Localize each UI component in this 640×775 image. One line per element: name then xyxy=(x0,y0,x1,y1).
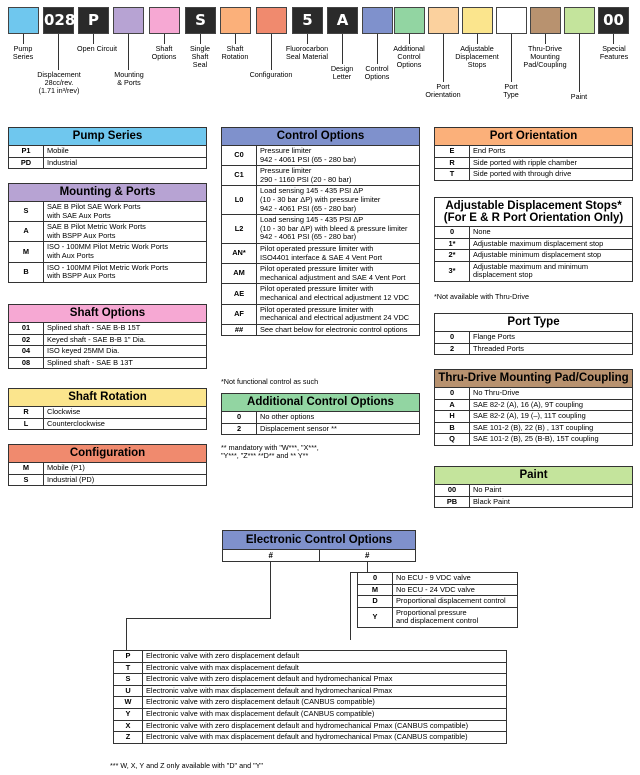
option-description: SAE 101-2 (B), 22 (B) , 13T coupling xyxy=(473,422,594,432)
code-box-adjustable xyxy=(462,7,493,34)
option-code: 08 xyxy=(9,358,44,369)
table-row xyxy=(435,169,632,180)
thru-drive-title: Thru-Drive Mounting Pad/Coupling xyxy=(435,370,632,388)
option-code: 0 xyxy=(358,573,393,584)
option-code: C0 xyxy=(222,146,257,165)
option-description: Electronic valve with zero displacement default and hydromechanical Pmax xyxy=(146,674,393,684)
option-description: Threaded Ports xyxy=(473,343,524,353)
table-row xyxy=(222,215,419,244)
label-adjustable-stops: Adjustable Displacement Stops xyxy=(455,44,499,69)
option-code: 00 xyxy=(435,485,470,496)
option-description: Pilot operated pressure limiter with mechanical adjustment and SAE 4 Vent Port xyxy=(260,264,406,282)
option-code: D xyxy=(358,596,393,607)
option-code: 1* xyxy=(435,239,470,250)
option-description: ISO keyed 25MM Dia. xyxy=(47,346,120,356)
option-description: SAE 82-2 (A), 19 (–), 11T coupling xyxy=(473,411,586,421)
code-box-pump-series xyxy=(8,7,39,34)
electronic-note: *** W, X, Y and Z only available with "D" and "Y" xyxy=(110,761,263,770)
option-description: None xyxy=(473,227,491,236)
option-code: X xyxy=(114,721,143,732)
option-description: Side ported with ripple chamber xyxy=(473,157,577,167)
code-box-seal: 5 xyxy=(292,7,323,34)
option-code: PB xyxy=(435,497,470,508)
option-description: Pressure limiter 942 - 4061 PSI (65 - 280 bar) xyxy=(260,146,357,164)
option-description: Counterclockwise xyxy=(47,418,105,428)
table-row xyxy=(222,186,419,215)
option-code: ## xyxy=(222,325,257,336)
option-code: S xyxy=(114,674,143,685)
option-description: Pilot operated pressure limiter with ISO4401 interface & SAE 4 Vent Port xyxy=(260,243,383,262)
option-code: PD xyxy=(9,158,44,169)
code-box-control xyxy=(362,7,393,34)
table-row xyxy=(9,419,206,430)
option-description: SAE B Pilot SAE Work Ports with SAE Aux Ports xyxy=(47,202,141,220)
table-row xyxy=(114,674,506,686)
code-box-shaft-rotation xyxy=(220,7,251,34)
option-code: P xyxy=(114,651,143,662)
control-options-note: *Not functional control as such xyxy=(221,377,319,386)
option-description: No other options xyxy=(260,412,315,421)
port-orientation-title: Port Orientation xyxy=(435,128,632,146)
additional-control-table xyxy=(221,393,420,435)
table-row xyxy=(114,709,506,721)
port-orientation-table xyxy=(434,127,633,181)
table-row xyxy=(358,596,517,608)
option-code: Y xyxy=(114,709,143,720)
paint-table xyxy=(434,466,633,508)
table-row xyxy=(9,202,206,222)
option-code: M xyxy=(9,242,44,261)
label-pump-series: Pump Series xyxy=(12,44,34,61)
label-additional-control: Additional Control Options xyxy=(393,44,425,69)
electronic-left-table xyxy=(113,650,507,744)
option-code: 0 xyxy=(435,388,470,399)
option-code: 0 xyxy=(435,332,470,343)
table-row xyxy=(9,146,206,158)
table-row xyxy=(114,732,506,743)
label-thru-drive: Thru-Drive Mounting Pad/Coupling xyxy=(523,44,567,69)
table-row xyxy=(435,388,632,400)
option-code: L0 xyxy=(222,186,257,214)
table-row xyxy=(435,239,632,251)
option-code: S xyxy=(9,202,44,221)
mounting-title: Mounting & Ports xyxy=(9,184,206,202)
table-row xyxy=(222,166,419,186)
code-box-special: 00 xyxy=(598,7,629,34)
option-description: Splined shaft - SAE B-B 15T xyxy=(47,323,141,332)
mounting-ports-table xyxy=(8,183,207,283)
option-code: 0 xyxy=(222,412,257,423)
table-row xyxy=(222,146,419,166)
table-row xyxy=(9,407,206,419)
option-description: Clockwise xyxy=(47,407,81,416)
option-code: A xyxy=(9,222,44,241)
option-description: Splined shaft - SAE B 13T xyxy=(47,357,133,367)
option-code: M xyxy=(9,463,44,474)
code-box-open-circuit: P xyxy=(78,7,109,34)
code-box-additional xyxy=(394,7,425,34)
option-code: A xyxy=(435,400,470,411)
table-row xyxy=(9,222,206,242)
label-single-shaft-seal: Single Shaft Seal xyxy=(190,44,210,69)
table-row xyxy=(222,424,419,435)
table-row xyxy=(358,585,517,597)
option-description: Proportional displacement control xyxy=(396,596,506,606)
option-description: Load sensing 145 - 435 PSI ΔP (10 - 30 bar ΔP) with pressure limiter 942 - 4061 PSI (65 - 280 bar) xyxy=(260,186,381,213)
option-code: T xyxy=(435,169,470,180)
label-configuration: Configuration xyxy=(249,70,293,79)
option-description: Industrial xyxy=(47,157,77,167)
electronic-right-table xyxy=(357,572,518,628)
option-code: H xyxy=(435,411,470,422)
option-description: Mobile (P1) xyxy=(47,463,85,472)
table-row xyxy=(435,400,632,412)
code-box-paint xyxy=(564,7,595,34)
table-row xyxy=(435,332,632,344)
table-row xyxy=(435,262,632,281)
table-row xyxy=(435,434,632,445)
table-row xyxy=(222,244,419,264)
option-description: Pressure limiter 290 - 1160 PSI (20 - 80 bar) xyxy=(260,166,352,184)
option-description: No ECU - 24 VDC valve xyxy=(396,584,475,594)
option-code: Y xyxy=(358,608,393,627)
option-code: 2 xyxy=(435,344,470,355)
label-shaft-rotation: Shaft Rotation xyxy=(221,44,249,61)
label-open-circuit: Open Circuit xyxy=(77,44,117,53)
port-type-title: Port Type xyxy=(435,314,632,332)
option-code: M xyxy=(358,585,393,596)
configuration-title: Configuration xyxy=(9,445,206,463)
option-code: W xyxy=(114,697,143,708)
option-code: T xyxy=(114,663,143,674)
table-row xyxy=(222,412,419,424)
option-description: Electronic valve with zero displacement default (CANBUS compatible) xyxy=(146,697,375,707)
code-box-thru-drive xyxy=(530,7,561,34)
option-description: Electronic valve with max displacement default and hydromechanical Pmax (CANBUS compatible) xyxy=(146,732,468,742)
table-row xyxy=(435,497,632,508)
code-box-shaft-seal: S xyxy=(185,7,216,34)
label-port-orientation: Port Orientation xyxy=(425,82,461,99)
option-code: Z xyxy=(114,732,143,743)
option-code: AN* xyxy=(222,244,257,263)
option-description: Adjustable maximum displacement stop xyxy=(473,238,604,248)
label-port-type: Port Type xyxy=(503,82,519,99)
option-description: Electronic valve with zero displacement default xyxy=(146,651,300,660)
table-row xyxy=(114,686,506,698)
control-options-table xyxy=(221,127,420,336)
option-description: No Thru-Drive xyxy=(473,388,520,397)
paint-title: Paint xyxy=(435,467,632,485)
option-description: Keyed shaft - SAE B-B 1" Dia. xyxy=(47,334,146,344)
table-row xyxy=(435,227,632,239)
additional-title: Additional Control Options xyxy=(222,394,419,412)
table-row xyxy=(435,250,632,262)
option-description: Pilot operated pressure limiter with mechanical and electrical adjustment 12 VDC xyxy=(260,284,410,302)
adjustable-title: Adjustable Displacement Stops* (For E & R Port Orientation Only) xyxy=(435,198,632,227)
table-row xyxy=(435,146,632,158)
option-code: R xyxy=(9,407,44,418)
adjustable-stops-table xyxy=(434,197,633,282)
option-code: 01 xyxy=(9,323,44,334)
label-shaft-options: Shaft Options xyxy=(151,44,177,61)
code-box-shaft-options xyxy=(149,7,180,34)
label-displacement: Displacement 28cc/rev. (1.71 in³/rev) xyxy=(37,70,81,95)
label-special-features: Special Features xyxy=(599,44,629,61)
shaft-rotation-title: Shaft Rotation xyxy=(9,389,206,407)
option-code: U xyxy=(114,686,143,697)
table-row xyxy=(9,475,206,486)
option-code: 02 xyxy=(9,335,44,346)
table-row xyxy=(358,573,517,585)
pump-series-table xyxy=(8,127,207,169)
table-row xyxy=(9,463,206,475)
thru-drive-table xyxy=(434,369,633,446)
code-box-displacement: 028 xyxy=(43,7,74,34)
code-box-port-orientation xyxy=(428,7,459,34)
option-description: Adjustable maximum and minimum displacement stop xyxy=(473,261,589,280)
option-code: 2* xyxy=(435,250,470,261)
table-row xyxy=(114,721,506,733)
option-code: 3* xyxy=(435,262,470,281)
table-row xyxy=(435,485,632,497)
option-description: ISO - 100MM Pilot Metric Work Ports with BSPP Aux Ports xyxy=(47,262,169,281)
option-description: Electronic valve with max displacement default and hydromechanical Pmax xyxy=(146,685,393,695)
option-description: Proportional pressure and displacement control xyxy=(396,607,479,626)
electronic-control-header xyxy=(222,530,416,562)
option-code: B xyxy=(9,263,44,282)
option-description: No ECU - 9 VDC valve xyxy=(396,573,471,582)
option-description: No Paint xyxy=(473,485,502,494)
table-row xyxy=(114,663,506,675)
code-box-design-letter: A xyxy=(327,7,358,34)
option-description: Displacement sensor ** xyxy=(260,423,337,433)
option-code: L2 xyxy=(222,215,257,243)
option-description: ISO - 100MM Pilot Metric Work Ports with Aux Ports xyxy=(47,242,169,260)
option-description: Adjustable minimum displacement stop xyxy=(473,250,602,260)
option-code: R xyxy=(435,158,470,169)
table-row xyxy=(435,411,632,423)
code-box-mounting xyxy=(113,7,144,34)
option-description: See chart below for electronic control options xyxy=(260,324,408,334)
option-description: Electronic valve with max displacement default xyxy=(146,662,299,672)
table-row xyxy=(9,242,206,262)
table-row xyxy=(222,325,419,336)
option-description: SAE 101-2 (B), 25 (B-B), 15T coupling xyxy=(473,434,599,444)
option-code: S xyxy=(9,475,44,486)
table-row xyxy=(9,335,206,347)
table-row xyxy=(9,158,206,169)
table-row xyxy=(114,651,506,663)
option-description: Black Paint xyxy=(473,496,510,506)
table-row xyxy=(9,346,206,358)
option-code: L xyxy=(9,419,44,430)
table-row xyxy=(435,344,632,355)
option-description: Mobile xyxy=(47,146,69,155)
table-row xyxy=(222,305,419,325)
option-description: SAE B Pilot Metric Work Ports with BSPP Aux Ports xyxy=(47,222,146,240)
option-description: Electronic valve with max displacement default (CANBUS compatible) xyxy=(146,708,375,718)
pump-series-title: Pump Series xyxy=(9,128,206,146)
additional-control-note: ** mandatory with "W***, "X***, "Y***, "Z*** **D** and ** Y** xyxy=(221,443,319,461)
adjustable-stops-note: *Not available with Thru-Drive xyxy=(434,292,529,301)
table-row xyxy=(358,608,517,627)
label-control-options: Control Options xyxy=(364,64,390,81)
option-code: 04 xyxy=(9,346,44,357)
hash-left: # xyxy=(223,550,320,561)
option-description: Load sensing 145 - 435 PSI ΔP (10 - 30 bar ΔP) with bleed & pressure limiter 942 - 4061 PSI (65 - 280 bar) xyxy=(260,215,408,242)
control-title: Control Options xyxy=(222,128,419,146)
option-description: Pilot operated pressure limiter with mechanical and electrical adjustment 24 VDC xyxy=(260,304,410,323)
option-description: Flange Ports xyxy=(473,332,515,341)
code-box-port-type xyxy=(496,7,527,34)
option-code: B xyxy=(435,423,470,434)
option-code: Q xyxy=(435,434,470,445)
option-code: 0 xyxy=(435,227,470,238)
option-code: E xyxy=(435,146,470,157)
table-row xyxy=(435,158,632,170)
table-row xyxy=(222,284,419,304)
table-row xyxy=(435,423,632,435)
hash-right: # xyxy=(365,551,370,560)
option-code: AE xyxy=(222,284,257,303)
table-row xyxy=(9,263,206,282)
port-type-table xyxy=(434,313,633,355)
code-box-configuration xyxy=(256,7,287,34)
option-code: AF xyxy=(222,305,257,324)
label-paint: Paint xyxy=(570,92,588,101)
label-mounting: Mounting & Ports xyxy=(114,70,144,87)
option-code: C1 xyxy=(222,166,257,185)
label-design-letter: Design Letter xyxy=(330,64,354,81)
shaft-options-title: Shaft Options xyxy=(9,305,206,323)
configuration-table xyxy=(8,444,207,486)
table-row xyxy=(222,264,419,284)
shaft-options-table xyxy=(8,304,207,369)
label-seal-material: Fluorocarbon Seal Material xyxy=(285,44,329,61)
option-code: 2 xyxy=(222,424,257,435)
option-description: Industrial (PD) xyxy=(47,474,95,484)
table-row xyxy=(9,323,206,335)
option-code: AM xyxy=(222,264,257,283)
table-row xyxy=(114,697,506,709)
shaft-rotation-table xyxy=(8,388,207,430)
option-description: End Ports xyxy=(473,146,506,155)
option-description: Electronic valve with zero displacement default and hydromechanical Pmax (CANBUS compatible) xyxy=(146,720,469,730)
option-code: P1 xyxy=(9,146,44,157)
table-row xyxy=(9,358,206,369)
option-description: SAE 82-2 (A), 16 (A), 9T coupling xyxy=(473,399,583,409)
option-description: Side ported with through drive xyxy=(473,169,572,179)
electronic-control-title: Electronic Control Options xyxy=(223,531,415,550)
